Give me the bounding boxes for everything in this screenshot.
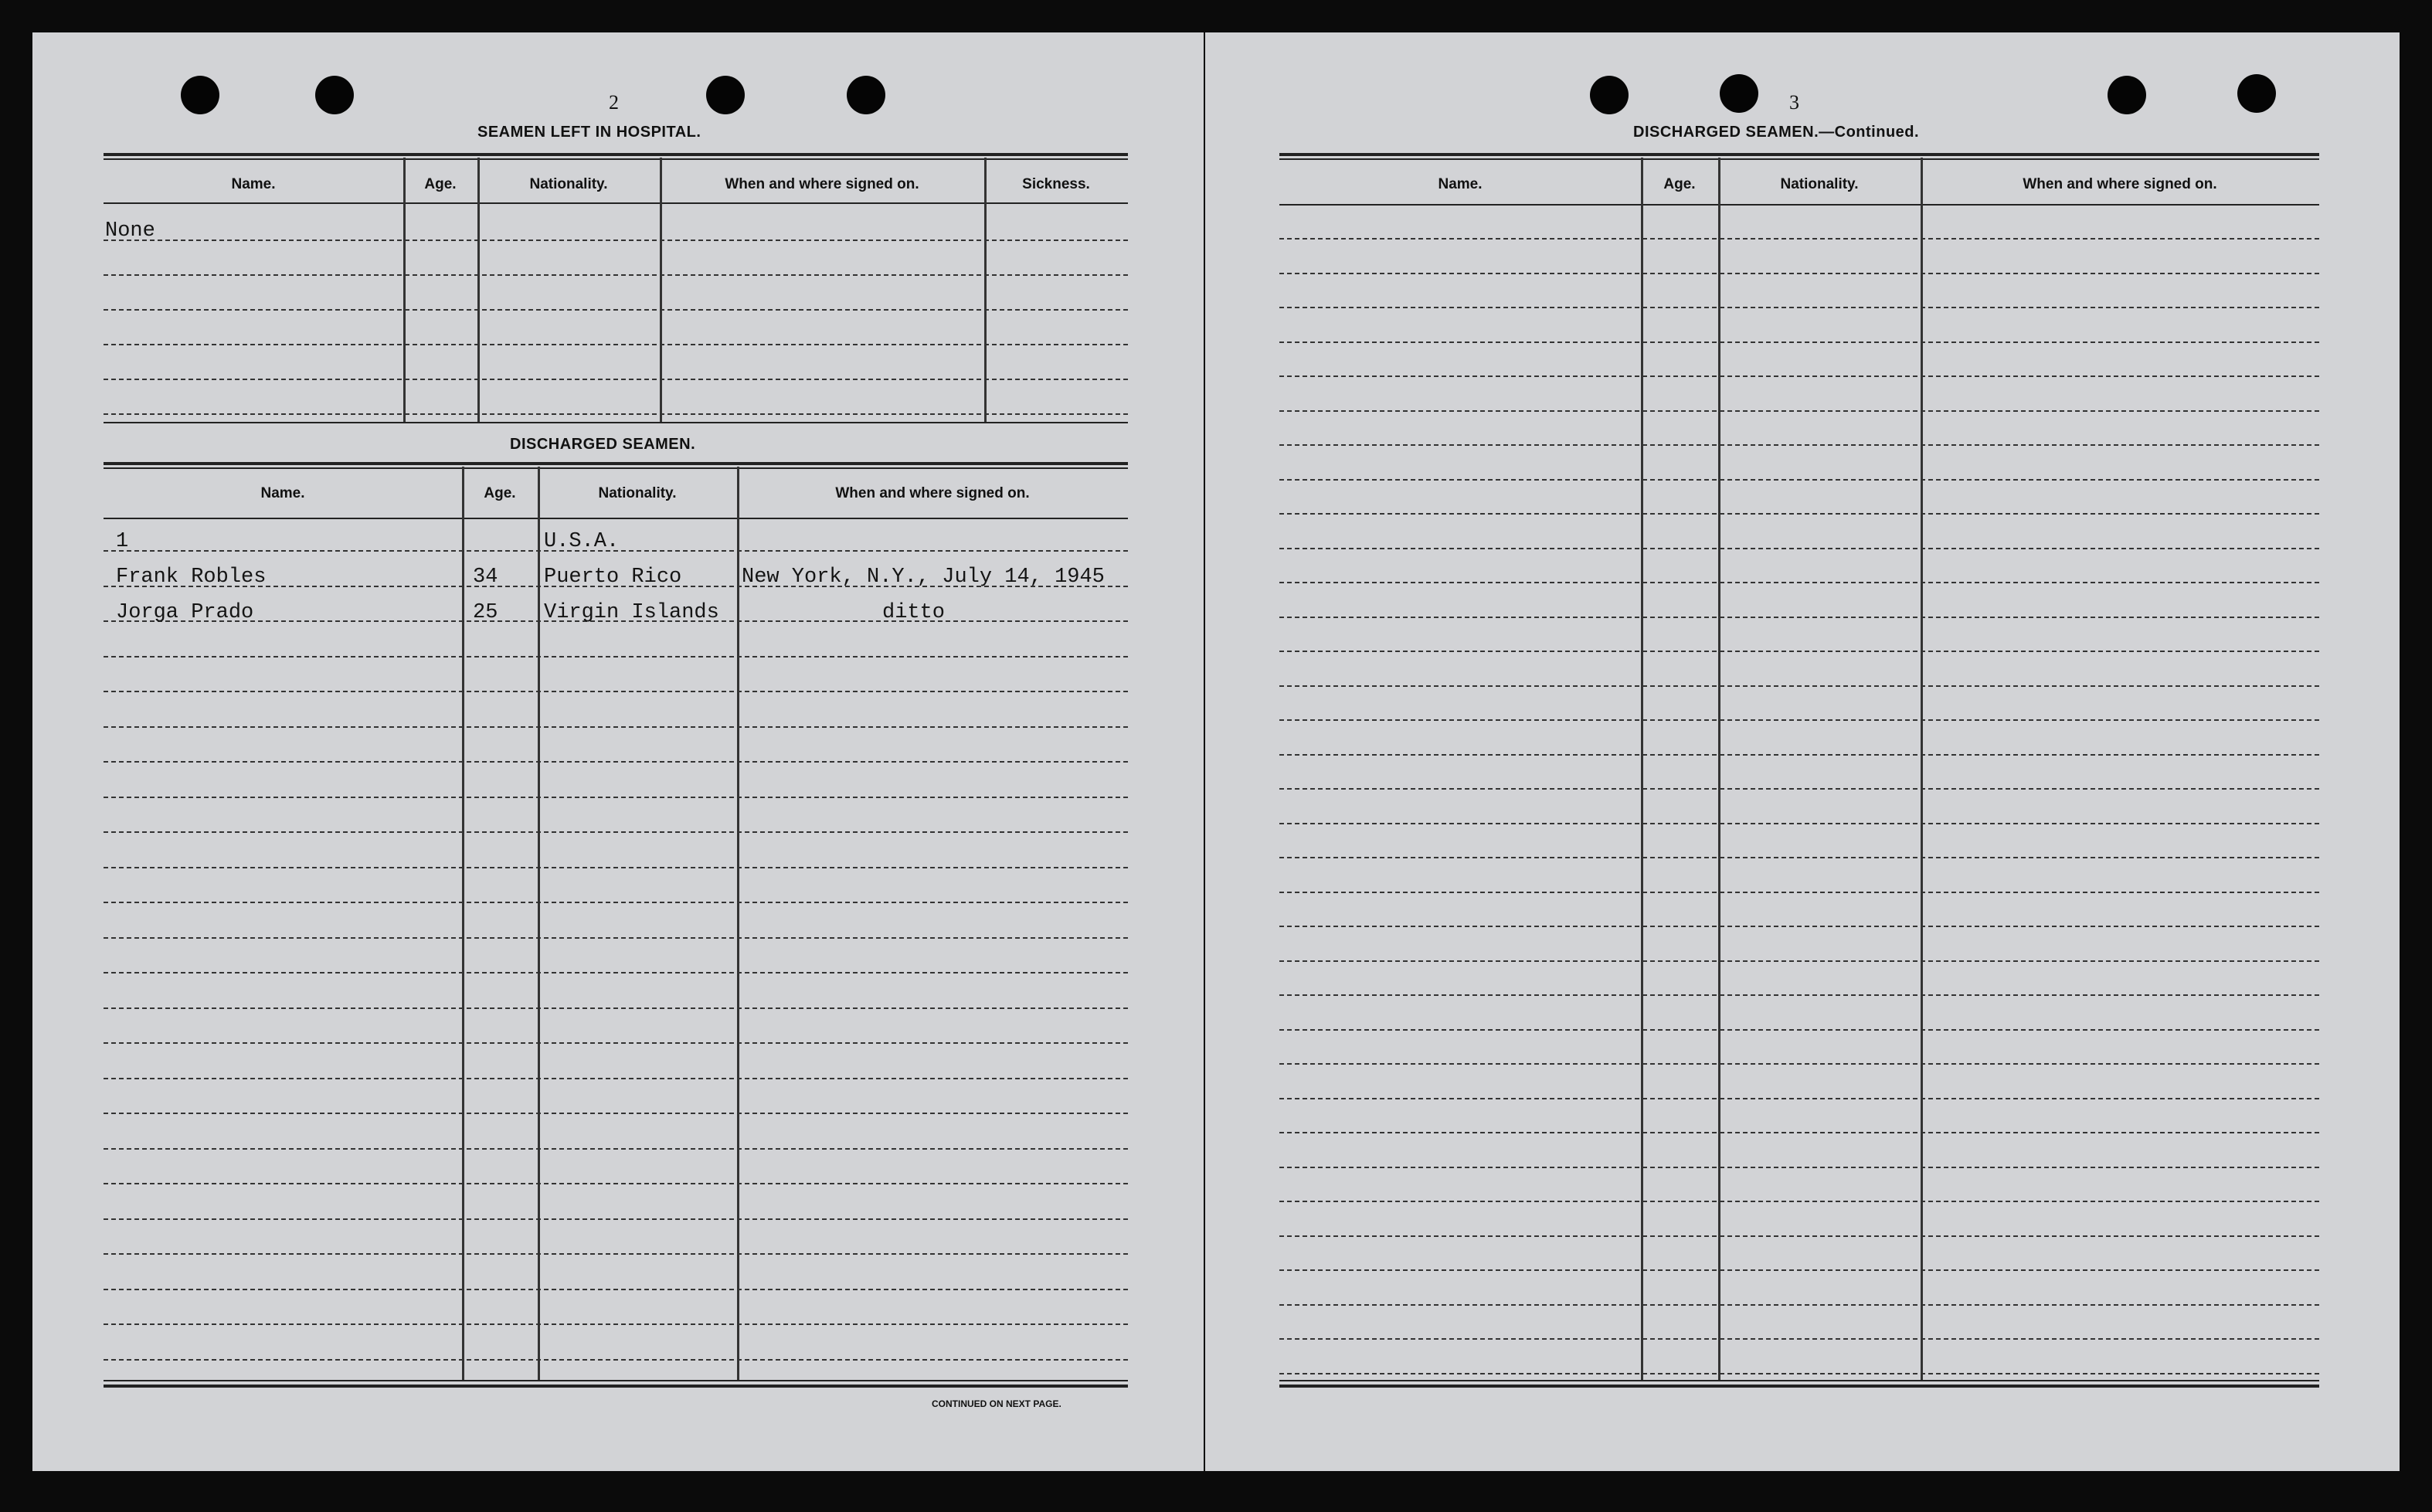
table-top-rule	[104, 158, 1128, 160]
ruled-row-line	[104, 831, 1128, 833]
ruled-row-line	[104, 309, 1128, 311]
ruled-row-line	[1279, 582, 2319, 583]
header-rule	[1279, 204, 2319, 206]
ruled-row-line	[104, 937, 1128, 939]
ruled-row-line	[1279, 994, 2319, 996]
page-number: 3	[1789, 91, 1799, 114]
ruled-row-line	[104, 379, 1128, 380]
column-header: Nationality.	[1780, 176, 1859, 192]
table-top-rule	[104, 462, 1128, 465]
column-divider	[737, 467, 739, 1380]
ruled-row-line	[1279, 857, 2319, 858]
ruled-row-line	[1279, 754, 2319, 756]
ruled-row-line	[104, 867, 1128, 868]
ruled-row-line	[1279, 960, 2319, 962]
table-bottom-rule	[1279, 1385, 2319, 1388]
page-number: 2	[609, 91, 619, 114]
discharged-section-title: DISCHARGED SEAMEN.	[510, 436, 696, 453]
ruled-row-line	[1279, 238, 2319, 240]
ruled-row-line	[104, 972, 1128, 973]
ruled-row-line	[1279, 1235, 2319, 1237]
ruled-row-line	[1279, 1201, 2319, 1202]
ruled-row-line	[1279, 1063, 2319, 1065]
hospital-section-title: SEAMEN LEFT IN HOSPITAL.	[477, 124, 701, 141]
ruled-row-line	[1279, 651, 2319, 652]
punch-hole-icon	[706, 76, 745, 114]
ruled-row-line	[1279, 548, 2319, 549]
ruled-row-line	[1279, 1269, 2319, 1271]
ruled-row-line	[104, 726, 1128, 728]
hospital-row-name: None	[105, 219, 155, 243]
header-rule	[104, 202, 1128, 204]
ruled-row-line	[104, 797, 1128, 798]
column-header: Sickness.	[1022, 176, 1090, 192]
ruled-row-line	[104, 1007, 1128, 1009]
discharged-row-age: 25	[473, 601, 498, 624]
ruled-row-line	[1279, 1373, 2319, 1374]
discharged-row-age: 34	[473, 566, 498, 589]
column-divider	[984, 158, 987, 422]
ruled-row-line	[104, 1148, 1128, 1150]
ruled-row-line	[1279, 892, 2319, 893]
ruled-row-line	[104, 1289, 1128, 1290]
ruled-row-line	[104, 1253, 1128, 1255]
discharged-row-signed-on: ditto	[882, 601, 946, 624]
continued-section-title: DISCHARGED SEAMEN.—Continued.	[1633, 124, 1920, 141]
ruled-row-line	[1279, 341, 2319, 343]
table-top-rule	[104, 153, 1128, 156]
header-rule	[104, 518, 1128, 519]
ruled-row-line	[1279, 1029, 2319, 1031]
ruled-row-line	[1279, 719, 2319, 721]
table-top-rule	[1279, 153, 2319, 156]
ruled-row-line	[1279, 479, 2319, 481]
discharged-row-name: Frank Robles	[116, 566, 267, 589]
ruled-row-line	[1279, 823, 2319, 824]
column-header: Name.	[1438, 176, 1483, 192]
ruled-row-line	[1279, 1167, 2319, 1168]
discharged-row-name: 1	[116, 530, 129, 553]
table-bottom-rule	[104, 422, 1128, 423]
ruled-row-line	[104, 1113, 1128, 1114]
column-header: Age.	[424, 176, 457, 192]
punch-hole-icon	[1590, 76, 1629, 114]
ruled-row-line	[1279, 1132, 2319, 1133]
discharged-row-nationality: Puerto Rico	[544, 566, 682, 589]
discharged-row-nationality: U.S.A.	[544, 530, 620, 553]
ruled-row-line	[1279, 410, 2319, 412]
punch-hole-icon	[1720, 74, 1758, 113]
punch-hole-icon	[847, 76, 885, 114]
table-bottom-rule	[104, 1385, 1128, 1388]
continued-footer: CONTINUED ON NEXT PAGE.	[932, 1398, 1061, 1409]
ruled-row-line	[1279, 444, 2319, 446]
column-header: Name.	[260, 485, 305, 501]
ruled-row-line	[1279, 617, 2319, 618]
right-page	[1205, 32, 2400, 1471]
column-divider	[477, 158, 480, 422]
ruled-row-line	[104, 1042, 1128, 1044]
discharged-row-name: Jorga Prado	[116, 601, 254, 624]
column-divider	[538, 467, 540, 1380]
ruled-row-line	[1279, 513, 2319, 515]
ruled-row-line	[104, 656, 1128, 657]
ruled-row-line	[104, 1078, 1128, 1079]
discharged-row-nationality: Virgin Islands	[544, 601, 719, 624]
ruled-row-line	[1279, 307, 2319, 308]
ruled-row-line	[1279, 926, 2319, 927]
discharged-row-signed-on: New York, N.Y., July 14, 1945	[742, 566, 1105, 589]
column-header: Age.	[1663, 176, 1696, 192]
ruled-row-line	[104, 691, 1128, 692]
column-header: When and where signed on.	[835, 485, 1030, 501]
column-divider	[403, 158, 406, 422]
table-bottom-rule	[1279, 1380, 2319, 1381]
column-divider	[462, 467, 464, 1380]
punch-hole-icon	[315, 76, 354, 114]
ruled-row-line	[104, 1323, 1128, 1325]
ruled-row-line	[1279, 273, 2319, 274]
column-header: Nationality.	[529, 176, 608, 192]
ruled-row-line	[1279, 1304, 2319, 1306]
punch-hole-icon	[181, 76, 219, 114]
ruled-row-line	[104, 344, 1128, 345]
table-top-rule	[104, 467, 1128, 469]
column-header: When and where signed on.	[2023, 176, 2217, 192]
ruled-row-line	[104, 274, 1128, 276]
ruled-row-line	[1279, 685, 2319, 687]
table-bottom-rule	[104, 1380, 1128, 1381]
ruled-row-line	[104, 761, 1128, 763]
table-top-rule	[1279, 158, 2319, 160]
ruled-row-line	[104, 240, 1128, 241]
ruled-row-line	[1279, 788, 2319, 790]
ruled-row-line	[104, 1218, 1128, 1220]
ruled-row-line	[104, 1183, 1128, 1184]
ruled-row-line	[104, 413, 1128, 415]
punch-hole-icon	[2108, 76, 2146, 114]
column-header: Name.	[231, 176, 276, 192]
ruled-row-line	[1279, 375, 2319, 377]
column-header: Age.	[484, 485, 516, 501]
column-header: Nationality.	[598, 485, 677, 501]
ruled-row-line	[1279, 1098, 2319, 1099]
column-header: When and where signed on.	[725, 176, 919, 192]
left-page	[32, 32, 1204, 1471]
ruled-row-line	[104, 1359, 1128, 1361]
column-divider	[660, 158, 662, 422]
ruled-row-line	[104, 902, 1128, 903]
punch-hole-icon	[2237, 74, 2276, 113]
ruled-row-line	[1279, 1338, 2319, 1340]
